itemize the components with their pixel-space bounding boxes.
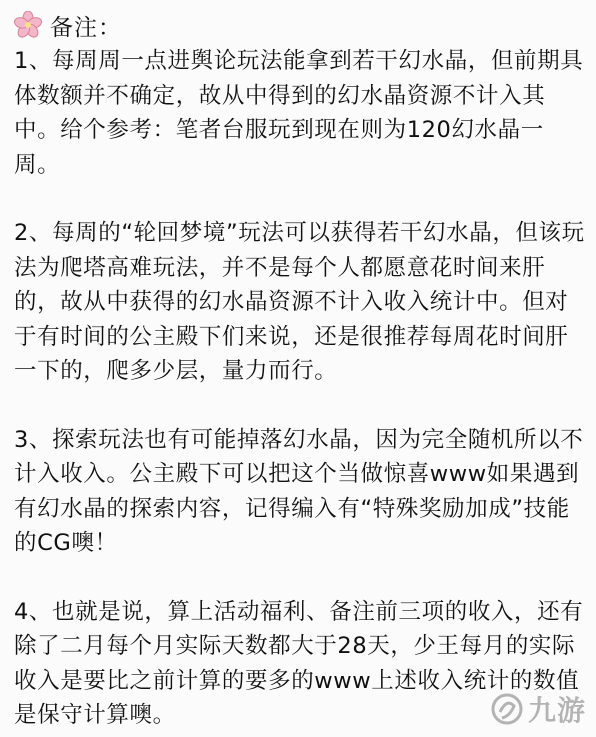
note-title: 备注： [50,14,122,41]
jiuyou-logo-icon [490,692,524,726]
note-container [14,10,586,733]
note-paragraph-1: 1、每周周一点进舆论玩法能拿到若干幻水晶，但前期具体数额并不确定，故从中得到的幻水晶资源不计入其中。给个参考：笔者台服玩到现在则为120幻水晶一周。 [14,48,584,178]
note-paragraph-3: 3、探索玩法也有可能掉落幻水晶，因为完全随机所以不计入收入。公主殿下可以把这个当做惊喜www如果遇到有幻水晶的探索内容，记得编入有“特殊奖励加成”技能的CG噢！ [14,426,584,556]
watermark-text: 九游 [527,694,586,727]
note-paragraph-2: 2、每周的“轮回梦境”玩法可以获得若干幻水晶，但该玩法为爬塔高难玩法，并不是每个人都愿意花时间来肝的，故从中获得的幻水晶资源不计入收入统计中。但对于有时间的公主殿下们来说，还是很推荐每周花时间肝一下的，爬多少层，量力而行。 [14,220,585,384]
cherry-blossom-icon [14,11,42,39]
watermark [490,689,586,729]
note-header [14,10,586,40]
note-paragraph-4: 4、也就是说，算上活动福利、备注前三项的收入，还有除了二月每个月实际天数都大于28天，少王每月的实际收入是要比之前计算的要多的www上述收入统计的数值是保守计算噢。 [14,598,584,728]
